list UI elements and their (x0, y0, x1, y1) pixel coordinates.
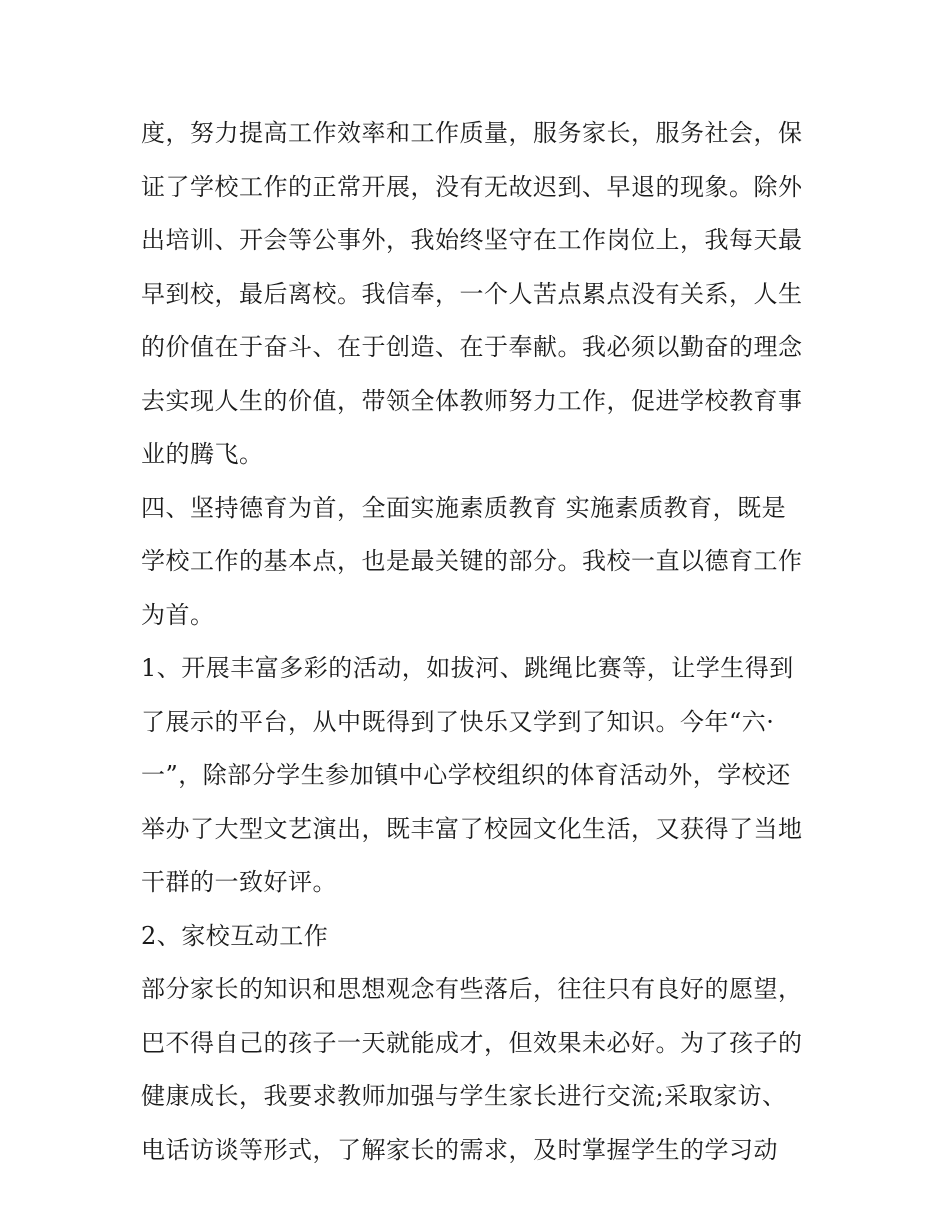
text-line: 出培训、开会等公事外，我始终坚守在工作岗位上，我每天最 (141, 226, 803, 254)
text-line: 证了学校工作的正常开展，没有无故迟到、早退的现象。除外 (141, 172, 803, 201)
text-line: 巴不得自己的孩子一天就能成才，但效果未必好。为了孩子的 (141, 1028, 803, 1057)
text-line: 电话访谈等形式，了解家长的需求，及时掌握学生的学习动 (141, 1135, 778, 1164)
list-item-line: 1、开展丰富多彩的活动，如拔河、跳绳比赛等，让学生得到 (141, 654, 794, 682)
text-line: 为首。 (141, 600, 215, 629)
section-heading-line: 四、坚持德育为首，全面实施素质教育 实施素质教育，既是 (141, 493, 787, 522)
text-line: 度，努力提高工作效率和工作质量，服务家长，服务社会，保 (141, 119, 803, 147)
text-line: 学校工作的基本点，也是最关键的部分。我校一直以德育工作 (141, 547, 803, 575)
text-line: 早到校，最后离校。我信奉，一个人苦点累点没有关系，人生 (141, 279, 803, 308)
text-line: 业的腾飞。 (141, 440, 264, 468)
text-line: 健康成长，我要求教师加强与学生家长进行交流;采取家访、 (141, 1082, 787, 1110)
text-line: 一”，除部分学生参加镇中心学校组织的体育活动外，学校还 (141, 761, 791, 789)
text-line: 举办了大型文艺演出，既丰富了校园文化生活，又获得了当地 (141, 814, 803, 843)
text-line: 部分家长的知识和思想观念有些落后，往往只有良好的愿望， (141, 975, 803, 1003)
text-line: 干群的一致好评。 (141, 868, 337, 896)
text-line: 去实现人生的价值，带领全体教师努力工作，促进学校教育事 (141, 386, 803, 415)
text-line: 的价值在于奋斗、在于创造、在于奉献。我必须以勤奋的理念 (141, 333, 803, 361)
list-item-line: 2、家校互动工作 (141, 921, 329, 950)
text-line: 了展示的平台，从中既得到了快乐又学到了知识。今年“六· (141, 707, 775, 736)
document-body (141, 107, 821, 1177)
